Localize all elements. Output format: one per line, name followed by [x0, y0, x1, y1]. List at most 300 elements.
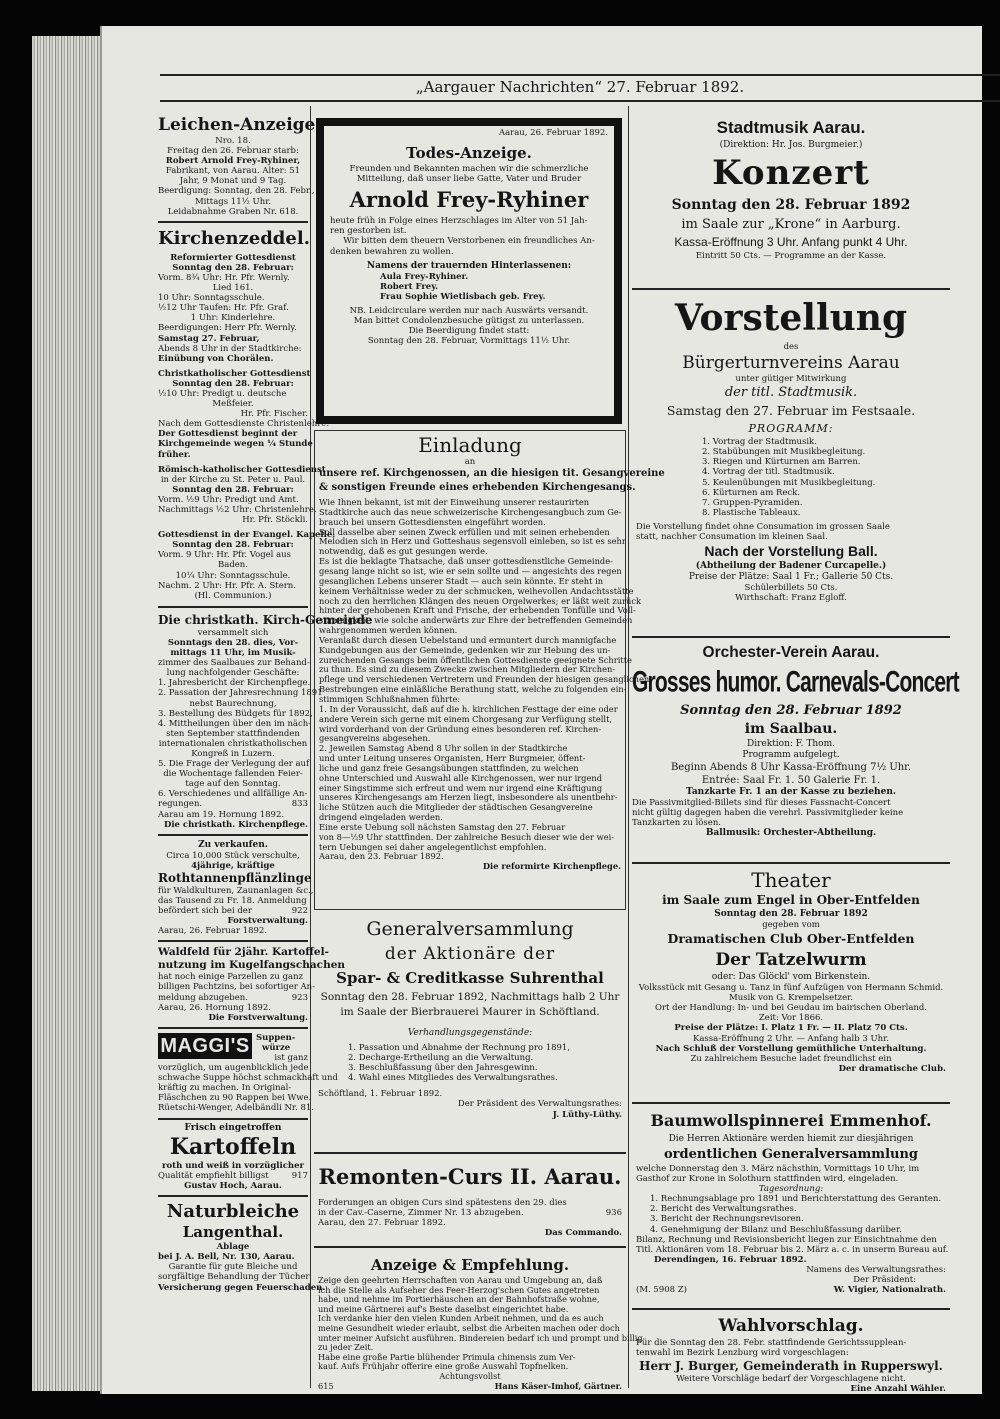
orchester-passiv: nicht gültig dagegen haben die verehrl. Passivmitglieder keine [632, 808, 904, 819]
kirchen-line: ½10 Uhr: Predigt u. deutsche [158, 388, 287, 399]
kirchen-line: 10¼ Uhr: Sonntagsschule. [175, 570, 291, 581]
wahlvorschlag [632, 1312, 950, 1395]
todes-name: Arnold Frey-Ryhiner [349, 187, 589, 213]
todes-nb: NB. Leidcirculare werden nur nach Auswärts versandt. [349, 305, 589, 316]
christkath-gemeinde [158, 612, 373, 830]
baumwoll-item: 2. Bericht des Verwaltungsrathes. [650, 1204, 797, 1215]
stadtmusik-konzert [632, 114, 950, 286]
maggi-line: vorzüglich, um augenblicklich jede [158, 1062, 309, 1073]
orchester-title: Orchester-Verein Aarau. [702, 644, 880, 661]
einladung [314, 430, 665, 910]
orchester-ballmusik: Ballmusik: Orchester-Abtheilung. [705, 828, 877, 839]
leichen-anzeige [158, 114, 322, 217]
baumwoll-title: Baumwollspinnerei Emmenhof. [650, 1111, 932, 1130]
einladung-text: unseres Kirchengesangs am Herzen liegt, insbesondere als unentbehr- [319, 792, 618, 803]
vorstellung-item: 1. Vortrag der Stadtmusik. [702, 437, 817, 448]
einladung-text: Stadtkirche auch das neue schweizerische Kirchengesangbuch zum Ge- [319, 506, 622, 517]
theater-line: Preise der Plätze: I. Platz 1 Fr. — II. Platz 70 Cts. [674, 1023, 908, 1034]
theater-oder: oder: Das Glöckl' vom Birkenstein. [711, 972, 871, 983]
theater-title: Theater [751, 868, 831, 892]
orchester-dir: Direktion: F. Thom. [747, 739, 835, 749]
einladung-text: gesanglichen Lebens unserer Stadt — auch sein könnte. Er steht in [319, 575, 604, 586]
baumwoll-item: Titl. Aktionären vom 18. Februar bis 2. März a. c. in unserm Bureau auf. [636, 1244, 949, 1255]
leichen-title: Leichen-Anzeige. [158, 115, 322, 135]
verkaufen-line: 4jährige, kräftige [191, 860, 275, 871]
baumwoll-item: 3. Bericht der Rechnungsrevisoren. [650, 1214, 804, 1225]
stadtmusik-dir: (Direktion: Hr. Jos. Burgmeier.) [719, 140, 863, 150]
newspaper-page [100, 26, 982, 1394]
baumwoll-text: Gasthof zur Krone in Solothurn stattfinden wird, eingeladen. [636, 1174, 899, 1185]
verkaufen-line: Rothtannenpflänzlinge [158, 870, 312, 885]
orchester-beginn: Beginn Abends 8 Uhr Kassa-Eröffnung 7½ Uhr. [670, 762, 912, 773]
anzeige-line: Habe eine große Partie blühender Primula chinensis zum Ver- [318, 1351, 576, 1362]
general-verh: Verhandlungsgegenstände: [407, 1028, 533, 1038]
leichen-line: Robert Arnold Frey-Ryhiner, [165, 156, 301, 167]
christkath-line: regungen. [158, 799, 203, 810]
orchester-big: Grosses humor. Carnevals-Concert [632, 666, 959, 699]
todes-body: heute früh in Folge eines Herzschlages im Alter von 51 Jah- [330, 216, 588, 227]
baumwoll-item: Derendingen, 16. Februar 1892. [654, 1254, 807, 1265]
vorstellung-preise: Preise der Plätze: Saal 1 Fr.; Gallerie 50 Cts. [688, 572, 894, 583]
kartoffeln-title: Kartoffeln [169, 1133, 297, 1160]
christkath-title: Die christkath. Kirch-Gemeinde [158, 612, 373, 627]
orchester-passiv: Tanzkarten zu lösen. [632, 818, 721, 829]
christkath-line: Sonntags den 28. dies, Vor- [167, 637, 299, 648]
kirchen-line: (Hl. Communion.) [194, 590, 272, 601]
wahl-weitere: Weitere Vorschläge bedarf der Vorgeschlagene nicht. [676, 1374, 906, 1385]
orchester-date: Sonntag den 28. Februar 1892 [680, 703, 902, 718]
waldfeld-line: billigen Pachtzins, bei sofortiger An- [158, 982, 316, 993]
orchester-tanz: Tanzkarte Fr. 1 an der Kasse zu beziehen. [685, 787, 896, 797]
waldfeld-line: Die Forstverwaltung. [208, 1012, 308, 1023]
rule [632, 636, 950, 638]
christkath-line: lung nachfolgender Geschäfte: [166, 668, 300, 679]
vorstellung-item: 7. Gruppen-Pyramiden. [702, 497, 803, 508]
maggi-side: würze [262, 1042, 291, 1053]
einladung-text: liche Stützen auch die Mitglieder der städtischen Gesangvereine [319, 802, 593, 813]
vorstellung-date: Samstag den 27. Februar im Festsaale. [666, 403, 916, 419]
baumwoll-ordent: ordentlichen Generalversammlung [664, 1147, 918, 1162]
kirchen-line: Hr. Pfr. Fischer. [240, 409, 308, 420]
maggi-logo: MAGGI'S [158, 1033, 252, 1059]
einladung-head: unsere ref. Kirchgenossen, an die hiesigen tit. Gesangvereine [319, 468, 665, 480]
naturbleiche-line: Ablage [216, 1242, 250, 1253]
general-sub: Spar- & Creditkasse Suhrenthal [336, 969, 604, 987]
theater-line: Kassa-Eröffnung 2 Uhr. — Anfang halb 3 Uhr. [693, 1033, 889, 1044]
orchester-passiv: Die Passivmitglied-Billets sind für dieses Fassnacht-Concert [632, 798, 891, 808]
einladung-an: an [464, 457, 476, 467]
christkath-line: 3. Bestellung des Büdgets für 1892, [158, 708, 313, 719]
theater-line: Zeit: Vor 1866. [758, 1013, 824, 1024]
kirchen-line: Vorm. ½9 Uhr: Predigt und Amt. [158, 494, 299, 505]
leichen-line: Beerdigung: Sonntag, den 28. Febr., [158, 186, 315, 197]
kirchen-line: ½12 Uhr Taufen: Hr. Pfr. Graf. [158, 303, 289, 314]
todes-sign: Frau Sophie Wietlisbach geb. Frey. [380, 291, 546, 302]
maggi-ad [158, 1032, 338, 1115]
einladung-text: Kundgebungen aus der Gemeinde, gedenken wir zur Hebung des un- [319, 644, 611, 655]
christkath-line: 1. Jahresbericht der Kirchenpflege. [158, 678, 311, 689]
waldfeld-line: hat noch einige Parzellen zu ganz [158, 972, 304, 983]
kirchen-line: Kirchgemeinde wegen ¼ Stunde [158, 439, 313, 450]
einladung-text: brauch bei unsern Gottesdiensten eingeführt worden. [319, 516, 546, 527]
christkath-line: 2. Passation der Jahresrechnung 1891 [158, 688, 323, 699]
anzeige-line: habe, und nehme im Portierhäuschen an der Bahnhofstraße wohne, [318, 1294, 600, 1305]
waldfeld-num: 923 [291, 992, 308, 1003]
theater [632, 866, 950, 1098]
einladung-text: 1. In der Voraussicht, daß auf die h. kirchlichen Festtage der eine oder [319, 703, 618, 714]
waldfeld-title: nutzung im Kugelfangschachen [158, 959, 346, 972]
christkath-line: zimmer des Saalbaues zur Behand- [158, 658, 310, 669]
naturbleiche-ad [158, 1201, 326, 1293]
einladung-place: Aarau, den 23. Februar 1892. [319, 851, 444, 862]
maggi-line: Fläschchen zu 90 Rappen bei Wwe. [158, 1093, 312, 1104]
einladung-text: Eine erste Uebung soll nächsten Samstag den 27. Februar [319, 821, 566, 832]
stadtmusik-title: Stadtmusik Aarau. [716, 118, 866, 137]
wahl-line: Für die Sonntag den 28. Febr. stattfindende Gerichtssupplean- [636, 1338, 907, 1348]
kartoffeln-ad [158, 1123, 308, 1191]
leichen-no: Nro. 18. [215, 136, 251, 146]
orchester-entree: Entrée: Saal Fr. 1. 50 Galerie Fr. 1. [701, 775, 881, 786]
anzeige-empfehlung [314, 1252, 643, 1392]
einladung-text: stimmigen Schlußnahmen führte: [319, 693, 461, 704]
anzeige-line: Achtungsvollst [439, 1370, 501, 1381]
theater-line: Zu zahlreichem Besuche ladet freundlichst ein [690, 1053, 892, 1064]
christkath-line: Aarau am 19. Hornung 1892. [158, 809, 285, 820]
vorstellung-verein: Bürgerturnvereins Aarau [682, 353, 900, 374]
einladung-text: Bestrebungen eine einläßliche Berathung statt, welche zu folgenden ein- [319, 684, 627, 695]
vorstellung-der: der titl. Stadtmusik. [724, 385, 858, 401]
general-item: 4. Wahl eines Mitgliedes des Verwaltungsrathes. [348, 1073, 558, 1084]
remonten-line: in der Cav.-Caserne, Zimmer Nr. 13 abzugeben. [318, 1208, 524, 1219]
theater-line: Ort der Handlung: In- und bei Geudau im bairischen Oberland. [654, 1003, 928, 1014]
general-item: 1. Passation und Abnahme der Rechnung pro 1891, [348, 1043, 571, 1053]
kirchenzeddel [158, 227, 336, 601]
todes-namens: Namens der trauernden Hinterlassenen: [366, 260, 572, 271]
einladung-text: tern Uebungen sei daher angelegentlichst empfohlen. [319, 841, 547, 852]
kirchen-line: Vorm. 8¾ Uhr: Hr. Pfr. Wernly. [158, 272, 290, 283]
vorstellung-abth: (Abtheilung der Badener Curcapelle.) [695, 561, 887, 572]
verkaufen-num: 922 [291, 906, 308, 917]
einladung-text: Melodien sich in Herz und Gotteshaus segensvoll einleben, so ist es sehr [319, 536, 626, 547]
anzeige-line: unter meiner Aufsicht ausführen. Bindereien bedarf ich und prompt und billig [318, 1332, 643, 1343]
einladung-text: stimmigkeit, wie solche anderwärts zur Ehre der betreffenden Gemeinden [319, 615, 633, 626]
einladung-text: hinter der gehobenen Kraft und Frische, der erhebenden Tonfülle und Voll- [319, 605, 636, 616]
einladung-text: notwendig, daß es gut gesungen werde. [319, 546, 488, 557]
kartoffeln-line: Gustav Hoch, Aarau. [184, 1181, 282, 1192]
vorstellung-item: 6. Kürturnen am Reck. [702, 487, 801, 498]
christkath-line: internationalen christkatholischen [158, 738, 308, 749]
vorstellung-title: Vorstellung [674, 297, 908, 339]
kartoffeln-pre: Frisch eingetroffen [184, 1122, 282, 1133]
anzeige-line: Zeige den geehrten Herrschaften von Aarau und Umgebung an, daß [318, 1275, 603, 1285]
kartoffeln-line: Qualität empfiehlt billigst [158, 1170, 269, 1181]
naturbleiche-title2: Langenthal. [182, 1223, 284, 1242]
waldfeld-line: meldung abzugeben. [158, 992, 248, 1003]
remonten-line: Aarau, den 27. Februar 1892. [318, 1218, 446, 1229]
general-sub: der Aktionäre der [384, 944, 556, 964]
theater-line: Nach Schluß der Vorstellung gemüthliche Unterhaltung. [655, 1043, 927, 1054]
anzeige-line: meine Gesundheit wieder erlaubt, selbst die Arbeiten machen oder doch [318, 1322, 620, 1333]
vorstellung-item: 2. Stabübungen mit Musikbegleitung. [702, 447, 866, 458]
vorstellung [632, 292, 950, 620]
kartoffeln-line: roth und weiß in vorzüglicher [162, 1160, 304, 1171]
theater-geg: gegeben vom [762, 920, 820, 930]
general-pres: Der Präsident des Verwaltungsrathes: [457, 1099, 622, 1110]
anzeige-sign: Hans Käser-Imhof, Gärtner. [494, 1380, 622, 1391]
vorstellung-item: 3. Riegen und Kürturnen am Barren. [702, 457, 861, 468]
kirchen-line: Meßfeier. [212, 399, 254, 410]
einladung-text: einer Singstimme sich erfreut und wem nur irgend eine Kräftigung [319, 782, 603, 793]
vorstellung-schueler: Schülerbillets 50 Cts. [744, 583, 838, 594]
todes-body: ren gestorben ist. [330, 226, 407, 237]
christkath-line: tage auf den Sonntag. [185, 779, 281, 790]
kirchen-line: Vorm. 9 Uhr: Hr. Pfr. Vogel aus [158, 550, 291, 561]
general-loc: Schöftland, 1. Februar 1892. [318, 1089, 443, 1100]
general-item: 3. Beschlußfassung über den Jahresgewinn. [348, 1063, 538, 1074]
maggi-side: Suppen- [256, 1032, 296, 1043]
einladung-text: wahrgenommen werden können. [319, 625, 458, 636]
column-divider-2 [628, 106, 629, 1388]
kirchen-line: Nachm. 2 Uhr: Hr. Pfr. A. Stern. [158, 580, 296, 591]
kirchen-line: früher. [158, 449, 191, 460]
wahl-name: Herr J. Burger, Gemeinderath in Rupperswyl. [639, 1359, 943, 1374]
header-rule-top [160, 74, 1000, 76]
vorstellung-note: Die Vorstellung findet ohne Consumation im grossen Saale [636, 521, 890, 532]
vorstellung-ball: Nach der Vorstellung Ball. [704, 543, 878, 560]
rule [632, 1102, 950, 1104]
baumwollspinnerei [632, 1106, 950, 1306]
christkath-line: 6. Verschiedenes und allfällige An- [158, 789, 308, 800]
einladung-text: und unter Leitung unseres Organisten, Herr Burgmeier, öffent- [319, 753, 586, 764]
christkath-line: mittags 11 Uhr, im Musik- [170, 648, 296, 659]
remonten-num: 936 [605, 1208, 622, 1219]
kirchen-line: Baden. [218, 560, 248, 571]
todes-place: Aarau, 26. Februar 1892. [498, 128, 608, 138]
kirchen-title: Kirchenzeddel. [158, 227, 310, 249]
kirchen-line: Sonntag den 28. Februar: [172, 540, 294, 551]
stadtmusik-kassa: Kassa-Eröffnung 3 Uhr. Anfang punkt 4 Uhr. [674, 235, 908, 249]
einladung-text: Veranlaßt durch diesen Uebelstand und ermuntert durch mannigfache [319, 634, 617, 645]
anzeige-line: und meine Gärtnerei auf's Beste daselbst eingerichtet habe. [318, 1303, 569, 1314]
rule [632, 862, 950, 864]
einladung-sign: Die reformirte Kirchenpflege. [482, 861, 621, 872]
stadtmusik-konzert: Konzert [712, 153, 870, 193]
theater-stueck: Der Tatzelwurm [715, 950, 867, 971]
general-title: Generalversammlung [366, 918, 574, 940]
todes-body: denken bewahren zu wollen. [330, 246, 454, 257]
verkaufen-line: Forstverwaltung. [227, 916, 308, 927]
header-rule-bottom [160, 100, 1000, 102]
todes-nb: Sonntag den 28. Februar, Vormittags 11½ Uhr. [367, 336, 571, 347]
verkaufen-line: Circa 10,000 Stück verschulte, [166, 850, 300, 861]
todes-sign: Robert Frey. [380, 281, 439, 292]
anzeige-line: zu jeder Zeit. [318, 1342, 374, 1353]
vorstellung-item: 4. Vortrag der titl. Stadtmusik. [702, 467, 835, 478]
kirchen-line: Römisch-katholischer Gottesdienst [158, 464, 326, 475]
stadtmusik-eintritt: Eintritt 50 Cts. — Programme an der Kasse. [695, 251, 887, 261]
christkath-line: Die christkath. Kirchenpflege. [163, 819, 308, 830]
christkath-line: 5. Die Frage der Verlegung der auf [158, 759, 310, 770]
todes-intro: Freunden und Bekannten machen wir die schmerzliche [349, 164, 589, 175]
vorstellung-note: statt, nachher Consumation im kleinen Saal. [636, 532, 828, 543]
baumwoll-intro: Die Herren Aktionäre werden hiemit zur diesjährigen [668, 1134, 914, 1144]
christkath-line: nebst Baurechnung, [189, 698, 277, 709]
kirchen-line: Sonntag den 28. Februar: [172, 262, 294, 273]
theater-sign: Der dramatische Club. [838, 1063, 946, 1074]
einladung-text: Es ist die beklagte Thatsache, daß unser gottesdienstliche Gemeinde- [319, 556, 613, 567]
wahl-line: tenwahl im Bezirk Lenzburg wird vorgeschlagen: [636, 1348, 849, 1359]
einladung-text: wird vorderhand von der Gründung eines besonderen ref. Kirchen- [319, 723, 602, 734]
christkath-num: 833 [291, 799, 308, 810]
kirchen-line: Sonntag den 28. Februar: [172, 484, 294, 495]
verkaufen-line: für Waldkulturen, Zaunanlagen &c., [158, 885, 314, 896]
einladung-text: dringend eingeladen werden. [319, 812, 443, 823]
orchester-place: im Saalbau. [744, 721, 838, 737]
anzeige-line: ich die Stelle als Aufseher des Feer-Herzog'schen Gutes angetreten [318, 1284, 600, 1295]
kirchen-line: Christkatholischer Gottesdienst [158, 368, 311, 379]
kirchen-line: Abends 8 Uhr in der Stadtkirche: [158, 343, 302, 354]
maggi-line: Rüetschi-Wenger, Adelbändli Nr. 81. [158, 1103, 314, 1114]
kirchen-line: Nach dem Gottesdienste Christenlehre. [158, 419, 330, 430]
kirchen-line: 1 Uhr: Kinderlehre. [190, 313, 276, 324]
anzeige-line: kauf. Aufs Frühjahr offerire eine große Auswahl Topfnelken. [318, 1361, 569, 1372]
naturbleiche-line: Versicherung gegen Feuerschaden. [158, 1282, 326, 1293]
todes-title: Todes-Anzeige. [406, 144, 532, 163]
rule [632, 288, 950, 290]
einladung-head: & sonstigen Freunde eines erhebenden Kirchengesangs. [319, 482, 636, 494]
naturbleiche-line: sorgfältige Behandlung der Tücher [158, 1272, 310, 1283]
baumwoll-item: 4. Genehmigung der Bilanz und Beschlußfassung darüber. [650, 1224, 902, 1235]
baumwoll-m: (M. 5908 Z) [636, 1285, 687, 1296]
einladung-text: liche und ganz freie Gesangsübungen stattfinden, zu welchen [319, 762, 579, 773]
general-name: J. Lüthy-Lüthy. [552, 1109, 622, 1120]
einladung-text: zureichenden Gesangs beim öffentlichen Gottesdienste geeignete Schritte [319, 654, 632, 665]
einladung-text: Wie Ihnen bekannt, ist mit der Einweihung unserer restaurirten [319, 497, 590, 508]
einladung-text: zu thun. Es sind zu diesem Zwecke zwischen Mitgliedern der Kirchen- [319, 664, 616, 675]
theater-sub: im Saale zum Engel in Ober-Entfelden [662, 893, 920, 907]
wahl-sign: Eine Anzahl Wähler. [850, 1384, 946, 1395]
kirchen-line: Nachmittags ½2 Uhr: Christenlehre. [158, 505, 317, 515]
page-header: „Aargauer Nachrichten“ 27. Februar 1892. [415, 78, 745, 96]
remonten-line: Forderungen an obigen Curs sind spätestens den 29. dies [318, 1198, 567, 1208]
einladung-text: keinem Verhältnisse weder zu der schmucken, weihevollen Andachtsstätte [319, 585, 634, 596]
einladung-text: gesangvereins abgesehen. [319, 733, 431, 744]
leichen-line: Fabrikant, von Aarau. Alter: 51 [165, 166, 301, 177]
stadtmusik-place: im Saale zur „Krone“ in Aarburg. [681, 217, 901, 232]
baumwoll-text: welche Donnerstag den 3. März nächsthin, Vormittags 10 Uhr, im [636, 1164, 920, 1174]
baumwoll-tag: Tagesordnung: [758, 1184, 824, 1195]
orchester-verein [630, 640, 959, 860]
generalversammlung [314, 914, 626, 1146]
vorstellung-wirt: Wirthschaft: Franz Egloff. [735, 593, 847, 604]
kirchen-line: Reformierter Gottesdienst [170, 252, 296, 263]
kirchen-line: Lied 161. [212, 283, 254, 294]
vorstellung-prog: PROGRAMM: [748, 422, 834, 436]
stadtmusik-date: Sonntag den 28. Februar 1892 [671, 197, 911, 213]
einladung-text: andere Verein sich gerne mit einem Chorgesang zur Verfügung stellt, [319, 713, 613, 724]
todes-sign: Aula Frey-Ryhiner. [380, 271, 469, 282]
maggi-line: kräftig zu machen. In Original- [158, 1083, 292, 1094]
todes-body: Wir bitten dem theuern Verstorbenen ein freundliches An- [343, 236, 595, 247]
vorstellung-item: 8. Plastische Tableaux. [702, 507, 801, 518]
todes-nb: Man bittet Condolenzbesuche gütigst zu unterlassen. [353, 316, 585, 327]
kirchen-line: Beerdigungen: Herr Pfr. Wernly. [158, 323, 297, 334]
leichen-line: Jahr, 9 Monat und 9 Tag. [179, 176, 287, 187]
einladung-text: pflege und verschiedenen Vertretern und Freunden der hiesigen gesanglichen [319, 674, 650, 685]
einladung-text: noch zu den herrlichen Klängen des neuen Orgelwerkes; er läßt weit zurück [319, 595, 642, 606]
general-place: im Saale der Bierbrauerei Maurer in Schöftland. [340, 1006, 600, 1018]
vorstellung-item: 5. Keulenübungen mit Musikbegleitung. [702, 477, 876, 488]
einladung-title: Einladung [418, 433, 522, 457]
theater-line: Volksstück mit Gesang u. Tanz in fünf Aufzügen von Hermann Schmid. [638, 983, 944, 994]
baumwoll-praes: Der Präsident: [853, 1275, 916, 1286]
vorstellung-unter: unter gütiger Mitwirkung [735, 374, 847, 385]
todes-nb: Die Beerdigung findet statt: [408, 326, 530, 337]
kirchen-line: Der Gottesdienst beginnt der [158, 429, 298, 440]
verkaufen-line: Aarau, 26. Februar 1892. [158, 926, 268, 937]
remonten-curs [314, 1152, 626, 1248]
anzeige-num: 615 [318, 1380, 334, 1391]
todes-anzeige [316, 118, 622, 424]
christkath-line: versammelt sich [197, 627, 269, 638]
todes-intro: Mitteilung, daß unser liebe Gatte, Vater und Bruder [356, 174, 582, 185]
christkath-line: 4. Mittheilungen über den im näch- [158, 718, 312, 729]
kirchen-line: Gottesdienst in der Evangel. Kapelle. [158, 530, 336, 541]
leichen-line: Leidabnahme Graben Nr. 618. [167, 206, 299, 217]
kirchen-line: Hr. Pfr. Stöckli. [242, 515, 308, 526]
zu-verkaufen [158, 839, 314, 937]
kirchen-line: Einübung von Chorälen. [158, 353, 274, 364]
leichen-line: Mittags 11½ Uhr. [194, 196, 272, 207]
christkath-line: sten September stattfindenden [166, 728, 300, 739]
naturbleiche-line: Garantie für gute Bleiche und [168, 1262, 298, 1273]
einladung-text: 2. Jeweilen Samstag Abend 8 Uhr sollen in der Stadtkirche [319, 743, 568, 754]
leichen-line: Freitag den 26. Februar starb: [167, 146, 299, 157]
einladung-text: Soll dasselbe aber seinen Zweck erfüllen und mit seinen erhebenden [319, 526, 610, 537]
waldfeld [158, 946, 346, 1023]
verkaufen-title: Zu verkaufen. [198, 839, 268, 850]
theater-line: Musik von G. Krempelsetzer. [729, 993, 853, 1004]
general-date: Sonntag den 28. Februar 1892, Nachmittags halb 2 Uhr [320, 991, 620, 1003]
waldfeld-title: Waldfeld für 2jähr. Kartoffel- [158, 946, 329, 959]
naturbleiche-title: Naturbleiche [166, 1201, 300, 1223]
baumwoll-namens: Namens des Verwaltungsrathes: [806, 1264, 946, 1275]
orchester-prog: Programm aufgelegt. [742, 750, 840, 760]
wahl-title: Wahlvorschlag. [718, 1316, 864, 1336]
einladung-text: gesang lange nicht so ist, wie er sein sollte und — angesichts des regen [319, 566, 622, 576]
vorstellung-des: des [783, 342, 799, 352]
kartoffeln-num: 917 [291, 1170, 308, 1181]
theater-club: Dramatischen Club Ober-Entfelden [667, 931, 915, 947]
kirchen-line: Sonntag den 28. Februar: [172, 378, 294, 389]
kirchen-line: Samstag 27. Februar, [158, 333, 260, 344]
einladung-text: von 8—½9 Uhr stattfinden. Der zahlreiche Besuch dieser wie der wei- [319, 831, 615, 842]
rule [632, 1308, 950, 1310]
kirchen-line: 10 Uhr: Sonntagsschule. [158, 293, 265, 304]
remonten-sign: Das Commando. [544, 1228, 622, 1239]
maggi-line: schwache Suppe höchst schmackhaft und [158, 1073, 338, 1084]
baumwoll-name: W. Vigier, Nationalrath. [833, 1285, 946, 1296]
christkath-line: die Wochentage fallenden Feier- [163, 769, 303, 780]
kirchen-line: in der Kirche zu St. Peter u. Paul. [160, 474, 306, 485]
waldfeld-line: Aarau, 26. Hornung 1892. [158, 1002, 271, 1013]
baumwoll-item: Bilanz, Rechnung und Revisionsbericht liegen zur Einsichtnahme den [636, 1234, 937, 1245]
theater-date: Sonntag den 28. Februar 1892 [714, 909, 868, 919]
christkath-line: Kongreß in Luzern. [191, 748, 275, 759]
einladung-text: ohne Unterschied und Auswahl alle Kirchgenossen, wer nur irgend [319, 772, 603, 783]
remonten-title: Remonten-Curs II. Aarau. [318, 1164, 622, 1189]
anzeige-title: Anzeige & Empfehlung. [370, 1256, 570, 1274]
